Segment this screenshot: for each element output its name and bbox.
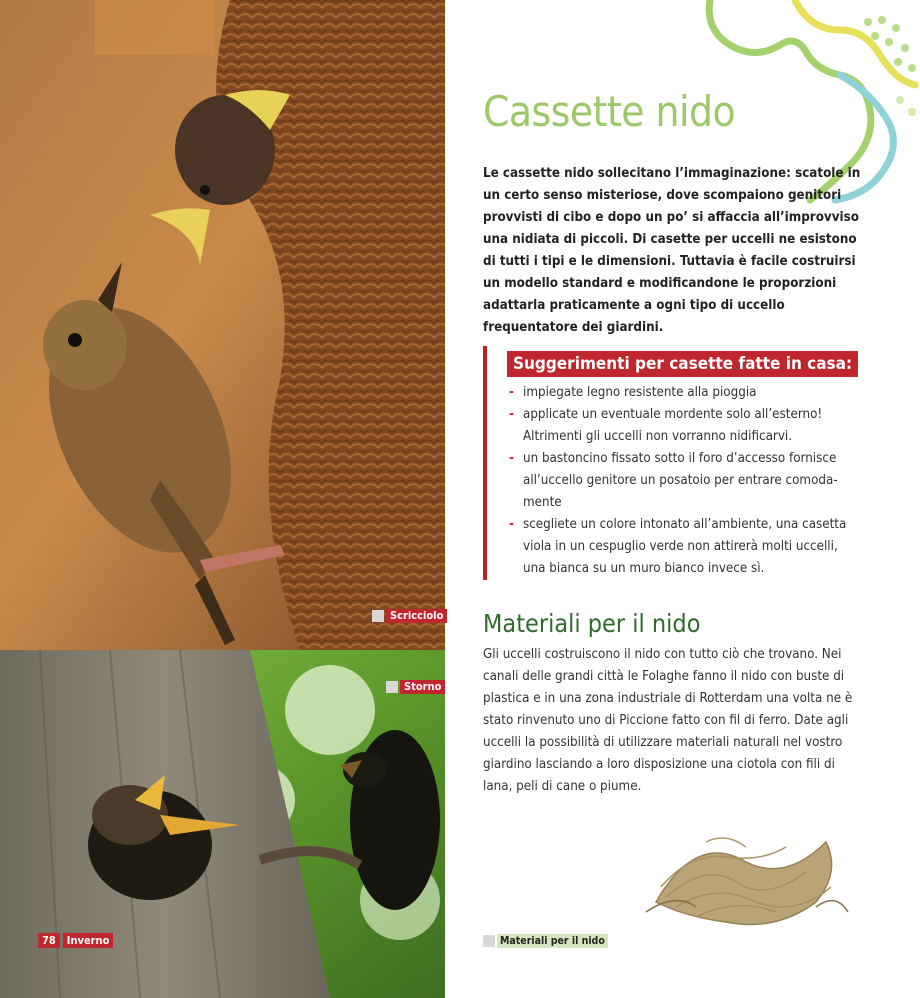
page-number: 78	[38, 933, 60, 948]
page-footer	[38, 933, 116, 948]
tip-item: - un bastoncino fissato sotto il foro d’accesso fornisce all’uccello genitore un posatoio per entrare comoda-mente	[509, 448, 859, 514]
materials-heading: Materiali per il nido	[483, 609, 701, 638]
wool-image	[636, 812, 856, 942]
wren-caption	[372, 609, 447, 623]
page-title: Cassette nido	[483, 87, 736, 136]
tips-list	[509, 382, 859, 580]
tip-item: - scegliete un colore intonato all’ambiente, una casetta viola in un cespuglio verde non attirerà molti uccelli, una bianca su un muro bianco invece sì.	[509, 514, 859, 580]
caption-marker	[483, 935, 495, 947]
wren-caption-label: Scricciolo	[386, 609, 447, 623]
caption-marker	[372, 610, 384, 622]
starling-caption-label: Storno	[400, 680, 445, 694]
caption-marker	[386, 681, 398, 693]
materials-paragraph: Gli uccelli costruiscono il nido con tutto ciò che trovano. Nei canali delle grandi città le Folaghe fanno il nido con buste di plastica e in una zona industriale di Rotterdam una volta ne è stato rinvenuto uno di Piccione fatto con fil di ferro. Date agli uccelli la possibilità di utilizzare materiali naturali nel vostro giardino lasciando a loro disposizione una ciotola con fili di lana, peli di cane o piume.	[483, 647, 853, 794]
wren-photo	[0, 0, 445, 650]
wren-illustration	[0, 0, 445, 650]
starling-caption	[386, 680, 445, 694]
wool-caption	[483, 934, 608, 948]
section-label: Inverno	[63, 933, 114, 948]
tips-title: Suggerimenti per casette fatte in casa:	[507, 351, 858, 377]
tip-item: - impiegate legno resistente alla pioggia	[509, 382, 859, 404]
wool-caption-label: Materiali per il nido	[497, 934, 608, 948]
intro-paragraph: Le cassette nido sollecitano l’immaginazione: scatole in un certo senso misteriose, dove scompaiono genitori provvisti di cibo e dopo un po’ si affaccia all’improvviso una nidiata di piccoli. Di casette per uccelli ne esistono di tutti i tipi e le dimensioni. Tuttavia è facile costruirsi un modello standard e modificandone le proporzioni adattarla praticamente a ogni tipo di uccello frequentatore dei giardini.	[483, 166, 861, 335]
tip-item: - applicate un eventuale mordente solo all’esterno! Altrimenti gli uccelli non vorranno nidificarvi.	[509, 404, 859, 448]
tips-box	[483, 346, 887, 580]
